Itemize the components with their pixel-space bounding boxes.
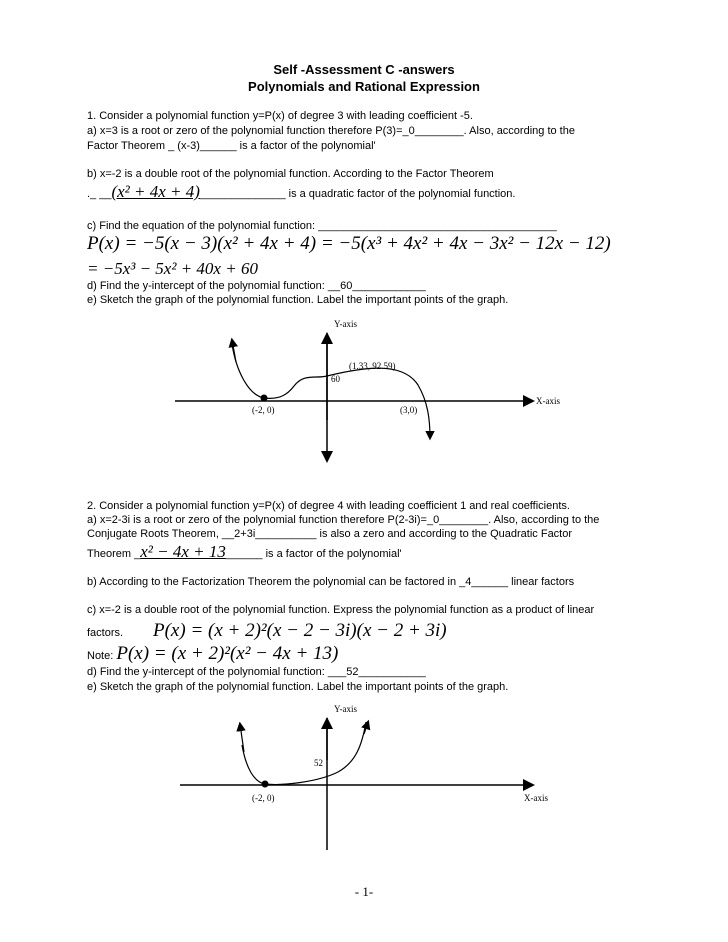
- q1-x-axis-label: X-axis: [536, 396, 560, 406]
- page-number: - 1-: [354, 884, 374, 899]
- q2-note-equation: P(x) = (x + 2)²(x² − 4x + 13): [116, 643, 339, 664]
- q2-part-d: d) Find the y-intercept of the polynomial function: ___52___________: [87, 666, 426, 678]
- q2-c-factors-label: factors.: [87, 627, 124, 639]
- q1-part-c-line1: c) Find the equation of the polynomial function: _______________________________________: [87, 220, 557, 232]
- q2-part-c-line2: [87, 620, 447, 642]
- q2-y-axis-label: Y-axis: [334, 704, 357, 714]
- q1-b-blank: ._ __: [87, 188, 112, 200]
- q1-c-equation-1: P(x) = −5(x − 3)(x² + 4x + 4) = −5(x³ + 4x² + 4x − 3x² − 12x − 12): [87, 233, 611, 254]
- q1-part-b-line1: b) x=-2 is a double root of the polynomial function. According to the Factor Theorem: [87, 168, 494, 180]
- q1-double-root-point: [261, 395, 268, 402]
- page-title: Self -Assessment C -answers: [273, 62, 455, 77]
- q2-c-equation: P(x) = (x + 2)²(x − 2 − 3i)(x − 2 + 3i): [153, 620, 447, 641]
- q2-part-b: b) According to the Factorization Theorem the polynomial can be factored in _4______ linear factors: [87, 576, 575, 588]
- q1-curve: [232, 344, 430, 438]
- q1-part-a-line1: a) x=3 is a root or zero of the polynomial function therefore P(3)=_0________. Also, according to the: [87, 125, 575, 137]
- q1-b-quadratic-factor: (x² + 4x + 4): [111, 182, 200, 201]
- q2-part-a-line1: a) x=2-3i is a root or zero of the polynomial function therefore P(2-3i)=_0________. Also, according to the: [87, 514, 600, 526]
- q2-y-intercept-label: 52: [314, 758, 323, 768]
- q2-note-label: Note:: [87, 650, 114, 662]
- q1-y-axis-label: Y-axis: [334, 319, 357, 329]
- q1-part-a-line2: Factor Theorem _ (x-3)______ is a factor of the polynomial': [87, 140, 376, 152]
- q2-part-c-line1: c) x=-2 is a double root of the polynomial function. Express the polynomial function as a product of linear: [87, 604, 595, 616]
- q1-intro: 1. Consider a polynomial function y=P(x) of degree 3 with leading coefficient -5.: [87, 110, 473, 122]
- q1-part-e: e) Sketch the graph of the polynomial function. Label the important points of the graph.: [87, 294, 509, 306]
- q1-c-equation-2: = −5x³ − 5x² + 40x + 60: [87, 259, 258, 278]
- q2-a3-quadratic-factor: x² − 4x + 13: [140, 542, 226, 561]
- q2-curve: [242, 722, 366, 785]
- q1-b-text: ______________ is a quadratic factor of the polynomial function.: [199, 188, 516, 200]
- q2-x-axis-label: X-axis: [524, 793, 548, 803]
- q1-part-d: d) Find the y-intercept of the polynomial function: __60____________: [87, 280, 426, 292]
- page-subtitle: Polynomials and Rational Expression: [248, 79, 480, 94]
- q2-intro: 2. Consider a polynomial function y=P(x) of degree 4 with leading coefficient 1 and real coefficients.: [87, 500, 570, 512]
- q2-note: [87, 643, 338, 665]
- q2-part-a-line3: [87, 542, 402, 562]
- q1-max-label: (1.33, 92.59): [349, 361, 396, 371]
- q2-part-a-line2: Conjugate Roots Theorem, __2+3i__________ is also a zero and according to the Quadratic Factor: [87, 528, 573, 540]
- q1-double-root-label: (-2, 0): [252, 405, 275, 415]
- q2-double-root-label: (-2, 0): [252, 793, 275, 803]
- q1-y-intercept-label: 60: [331, 374, 340, 384]
- q1-root-label: (3,0): [400, 405, 418, 415]
- q2-part-e: e) Sketch the graph of the polynomial function. Label the important points of the graph.: [87, 681, 509, 693]
- q2-a3-suffix: ______ is a factor of the polynomial': [225, 548, 402, 560]
- q2-double-root-point: [262, 781, 269, 788]
- q2-a3-prefix: Theorem _: [87, 548, 141, 560]
